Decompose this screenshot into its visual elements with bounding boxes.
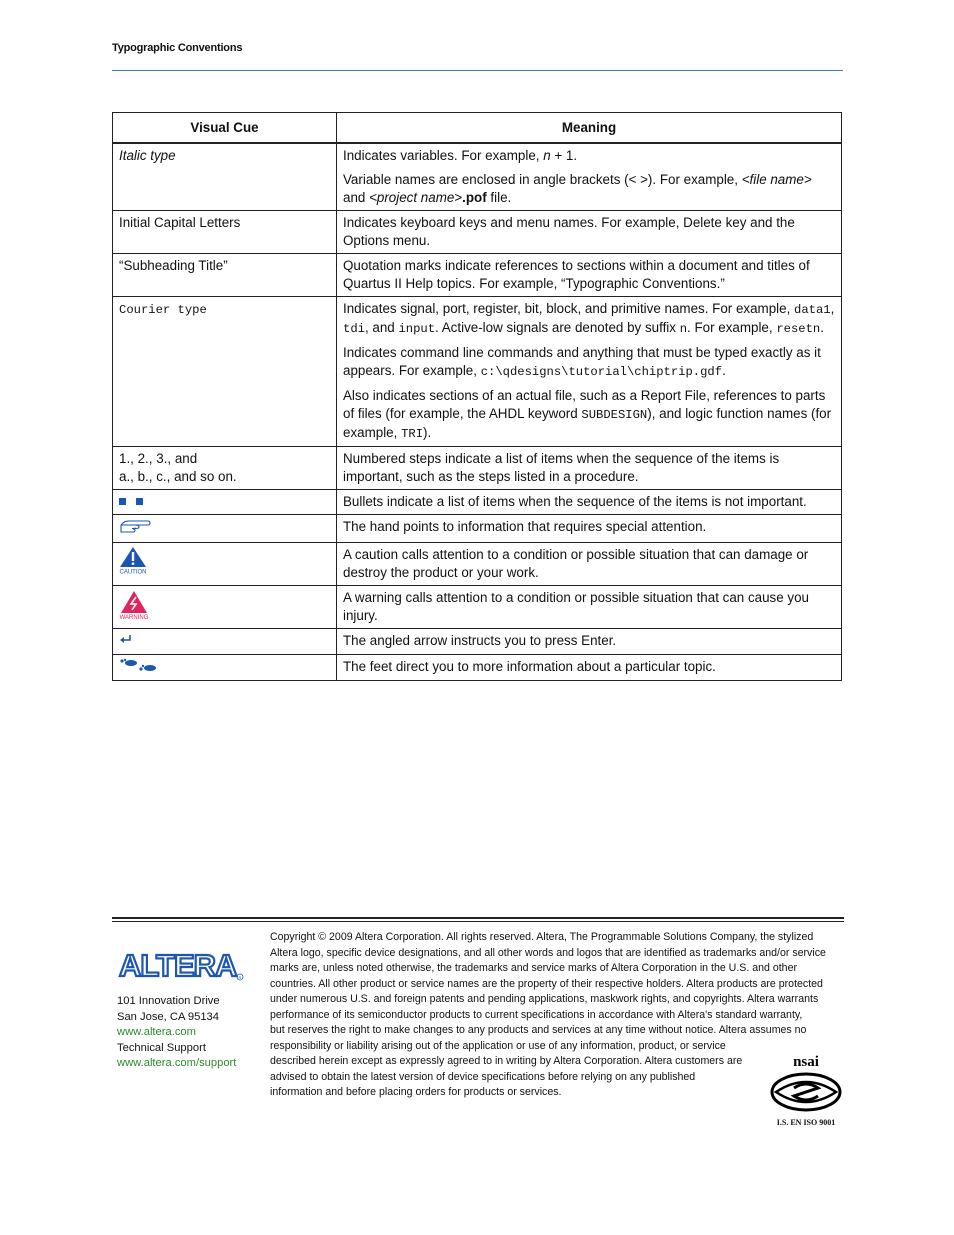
caution-icon-label: CAUTION bbox=[119, 569, 147, 574]
meaning-cell: Numbered steps indicate a list of items when the sequence of the items is important, such as the steps listed in a procedure. bbox=[337, 447, 842, 490]
meaning-paragraph bbox=[343, 344, 835, 381]
support-label: Technical Support bbox=[117, 1041, 206, 1054]
support-link[interactable]: www.altera.com/support bbox=[117, 1057, 237, 1069]
table-row bbox=[113, 490, 842, 515]
meaning-cell: The angled arrow instructs you to press Enter. bbox=[337, 629, 842, 655]
enter-arrow-icon bbox=[119, 632, 133, 646]
bold-text: .pof bbox=[462, 190, 487, 205]
table-row bbox=[113, 447, 842, 490]
company-address bbox=[117, 994, 236, 1072]
text-run: , and bbox=[364, 320, 399, 335]
code-text: TRI bbox=[401, 427, 424, 441]
table-row bbox=[113, 143, 842, 211]
meaning-paragraph bbox=[343, 171, 835, 207]
meaning-cell: A caution calls attention to a condition or possible situation that can damage or destroy the product or your work. bbox=[337, 543, 842, 586]
meaning-cell: The hand points to information that requires special attention. bbox=[337, 515, 842, 543]
column-header-visual-cue: Visual Cue bbox=[113, 113, 337, 144]
code-text: c:\qdesigns\tutorial\chiptrip.gdf bbox=[480, 365, 723, 379]
legal-line: responsibility or liability arising out of the application or use of any information, product, or service bbox=[270, 1039, 726, 1052]
meaning-paragraph bbox=[343, 147, 835, 165]
code-text: n bbox=[679, 322, 688, 336]
text-run: Variable names are enclosed in angle brackets (< >). For example, bbox=[343, 172, 742, 187]
legal-line: information and before placing orders for products or services. bbox=[270, 1086, 562, 1098]
footer-rule bbox=[112, 917, 844, 919]
cue-cell bbox=[113, 515, 337, 543]
text-run: file. bbox=[486, 190, 512, 205]
page-header-title: Typographic Conventions bbox=[112, 42, 243, 54]
footer-rule-thin bbox=[112, 921, 844, 922]
text-run: + 1. bbox=[550, 148, 578, 163]
table-row bbox=[113, 515, 842, 543]
table-row bbox=[113, 543, 842, 586]
meaning-cell bbox=[337, 297, 842, 447]
iso-label: I.S. EN ISO 9001 bbox=[776, 1118, 836, 1127]
warning-icon bbox=[119, 589, 153, 619]
bullet-square-icon bbox=[119, 498, 126, 505]
legal-line: advised to obtain the latest version of device specifications before relying on any published bbox=[270, 1070, 696, 1083]
table-row bbox=[113, 254, 842, 297]
cue-cell bbox=[113, 447, 337, 490]
code-text: data1 bbox=[794, 303, 831, 317]
text-run: Indicates variables. For example, bbox=[343, 148, 544, 163]
text-run: ), and logic function names (for example, bbox=[343, 406, 832, 440]
legal-notice bbox=[270, 930, 845, 1101]
code-text: input bbox=[398, 322, 436, 336]
legal-line: Copyright © 2009 Altera Corporation. All rights reserved. Altera, The Programmable Solutions Company, the stylized bbox=[270, 931, 814, 943]
text-run: . Active-low signals are denoted by suffix bbox=[435, 320, 680, 335]
nsai-logo bbox=[768, 1052, 844, 1112]
table-row bbox=[113, 211, 842, 254]
altera-logo bbox=[117, 948, 245, 987]
variable-text: n bbox=[543, 148, 551, 163]
altera-logo-text: ALTERA bbox=[119, 948, 237, 982]
code-text: SUBDESIGN bbox=[581, 408, 648, 422]
legal-line: described herein except as expressly agreed to in writing by Altera Corporation. Altera customers are bbox=[270, 1055, 743, 1067]
text-run: Indicates command line commands and anything that must be typed exactly as it appears. For example, bbox=[343, 345, 821, 378]
table-header-row bbox=[113, 113, 842, 144]
text-run: . bbox=[722, 363, 726, 378]
meaning-cell: A warning calls attention to a condition or possible situation that can cause you injury. bbox=[337, 586, 842, 629]
text-run: and bbox=[343, 190, 370, 205]
column-header-meaning: Meaning bbox=[337, 113, 842, 144]
legal-line: countries. All other product or service names are the property of their respective holders. Altera products are protected bbox=[270, 977, 823, 990]
pointing-hand-icon bbox=[119, 518, 151, 534]
svg-text:R: R bbox=[238, 975, 242, 980]
cue-cell bbox=[113, 629, 337, 655]
variable-text: <file name> bbox=[741, 172, 812, 187]
legal-line: but reserves the right to make changes to any products and services at any time without notice. Altera assumes no bbox=[270, 1024, 807, 1036]
table-row bbox=[113, 655, 842, 681]
header-rule bbox=[112, 70, 843, 71]
cue-line: a., b., c., and so on. bbox=[119, 469, 237, 484]
legal-line: under numerous U.S. and foreign patents and pending applications, maskwork rights, and copyrights. Altera warrants bbox=[270, 993, 819, 1005]
conventions-table bbox=[112, 112, 842, 681]
code-text: tdi bbox=[343, 322, 365, 336]
cue-cell bbox=[113, 143, 337, 211]
table-row bbox=[113, 586, 842, 629]
meaning-cell: The feet direct you to more information about a particular topic. bbox=[337, 655, 842, 681]
legal-line: Altera logo, specific device designations, and all other words and logos that are identified as trademarks and/or service bbox=[270, 946, 826, 959]
cue-cell bbox=[113, 297, 337, 447]
meaning-cell: Bullets indicate a list of items when the sequence of the items is not important. bbox=[337, 490, 842, 515]
website-link[interactable]: www.altera.com bbox=[117, 1026, 196, 1038]
meaning-paragraph bbox=[343, 387, 835, 443]
table-row bbox=[113, 629, 842, 655]
cue-cell bbox=[113, 655, 337, 681]
cue-cell: Initial Capital Letters bbox=[113, 211, 337, 254]
text-run: , bbox=[830, 301, 835, 316]
cue-cell: “Subheading Title” bbox=[113, 254, 337, 297]
text-run: . bbox=[820, 320, 824, 335]
cue-line: 1., 2., 3., and bbox=[119, 451, 198, 466]
variable-text: <project name> bbox=[369, 190, 463, 205]
meaning-paragraph bbox=[343, 300, 835, 338]
meaning-cell: Indicates keyboard keys and menu names. For example, Delete key and the Options menu. bbox=[337, 211, 842, 254]
legal-line: performance of its semiconductor products to current specifications in accordance with Altera's standard warranty, bbox=[270, 1008, 803, 1021]
caution-icon bbox=[119, 546, 151, 574]
cue-cell bbox=[113, 543, 337, 586]
code-text: resetn bbox=[776, 322, 821, 336]
address-line: San Jose, CA 95134 bbox=[117, 1010, 220, 1023]
text-run: Also indicates sections of an actual file, such as a Report File, references to parts of files (for example, the AHDL keyword bbox=[343, 388, 826, 421]
cue-courier-type: Courier type bbox=[119, 303, 207, 317]
meaning-cell: Quotation marks indicate references to sections within a document and titles of Quartus II Help topics. For example, “Typographic Conventions.” bbox=[337, 254, 842, 297]
bullet-square-icon bbox=[136, 498, 143, 505]
address-line: 101 Innovation Drive bbox=[117, 995, 220, 1007]
cue-cell bbox=[113, 586, 337, 629]
meaning-cell bbox=[337, 143, 842, 211]
warning-icon-label: WARNING bbox=[119, 615, 149, 619]
legal-line: marks are, unless noted otherwise, the trademarks and service marks of Altera Corporation in the U.S. and other bbox=[270, 962, 797, 974]
cue-cell bbox=[113, 490, 337, 515]
iso-certification-badge bbox=[768, 1052, 844, 1127]
nsai-logo-text: nsai bbox=[793, 1054, 819, 1070]
table-row bbox=[113, 297, 842, 447]
cue-italic-type: Italic type bbox=[119, 148, 176, 163]
text-run: Indicates signal, port, register, bit, block, and primitive names. For example, bbox=[343, 301, 795, 316]
feet-icon bbox=[119, 658, 159, 672]
text-run: . For example, bbox=[687, 320, 777, 335]
text-run: ). bbox=[423, 425, 432, 440]
